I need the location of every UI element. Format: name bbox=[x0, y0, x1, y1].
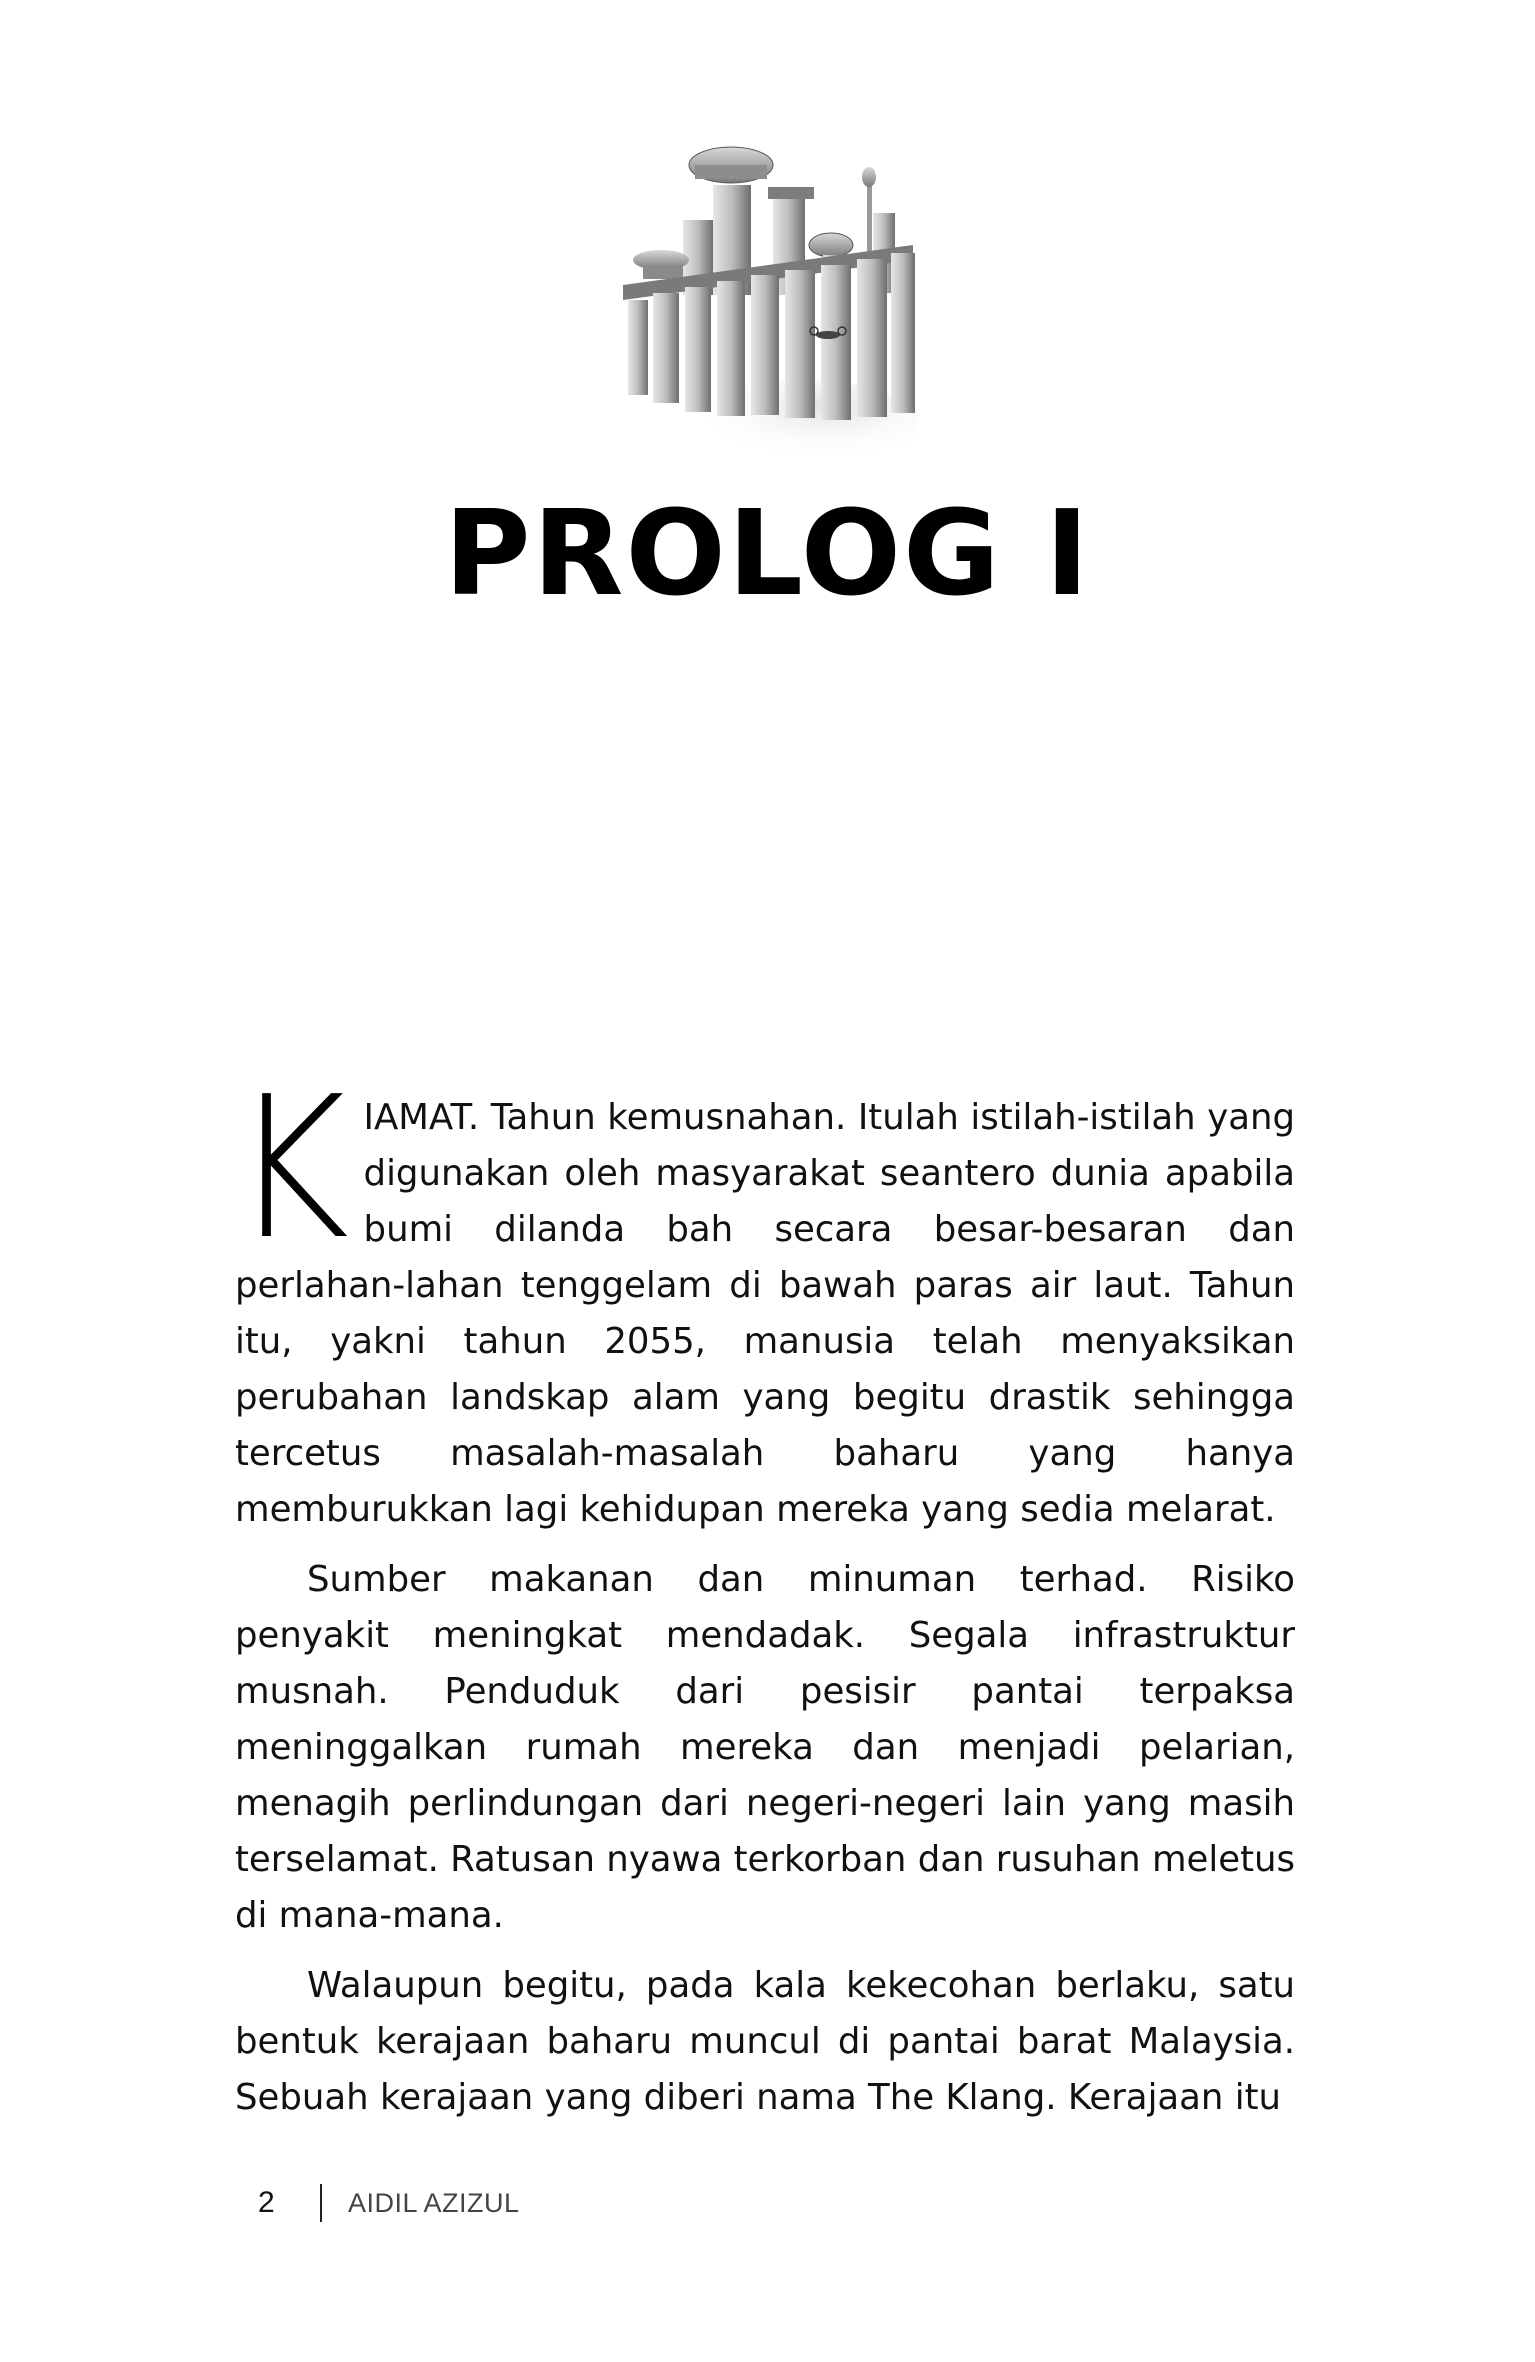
footer-divider bbox=[320, 2184, 322, 2222]
page-number: 2 bbox=[258, 2186, 275, 2219]
body-text bbox=[231, 1055, 1295, 2140]
paragraph-1-text: IAMAT. Tahun kemusnahan. Itulah istilah-istilah yang digunakan oleh masyarakat seantero dunia apabila bumi dilanda bah secara besar-besaran dan perlahan-lahan tenggelam di bawah paras air laut. Tahun itu, yakni tahun 2055, manusia telah menyaksikan perubahan landskap alam yang begitu drastik sehingga tercetus masalah-masalah baharu yang hanya memburukkan lagi kehidupan mereka yang sedia melarat. bbox=[235, 1097, 1295, 1530]
page-footer bbox=[258, 2183, 520, 2223]
author-name: AIDIL AZIZUL bbox=[348, 2187, 520, 2218]
paragraph-2: Sumber makanan dan minuman terhad. Risiko penyakit meningkat mendadak. Segala infrastruktur musnah. Penduduk dari pesisir pantai terpaksa meninggalkan rumah mereka dan menjadi pelarian, menagih perlindungan dari negeri-negeri lain yang masih terselamat. Ratusan nyawa terkorban dan rusuhan meletus di mana-mana. bbox=[235, 1559, 1295, 1936]
city-illustration bbox=[613, 125, 918, 480]
paragraph-1 bbox=[231, 1055, 1295, 1538]
drop-cap: K bbox=[231, 1055, 350, 1283]
paragraph-3: Walaupun begitu, pada kala kekecohan berlaku, satu bentuk kerajaan baharu muncul di pantai barat Malaysia. Sebuah kerajaan yang diberi nama The Klang. Kerajaan itu bbox=[235, 1965, 1295, 2118]
chapter-title: PROLOG I bbox=[444, 484, 1091, 622]
